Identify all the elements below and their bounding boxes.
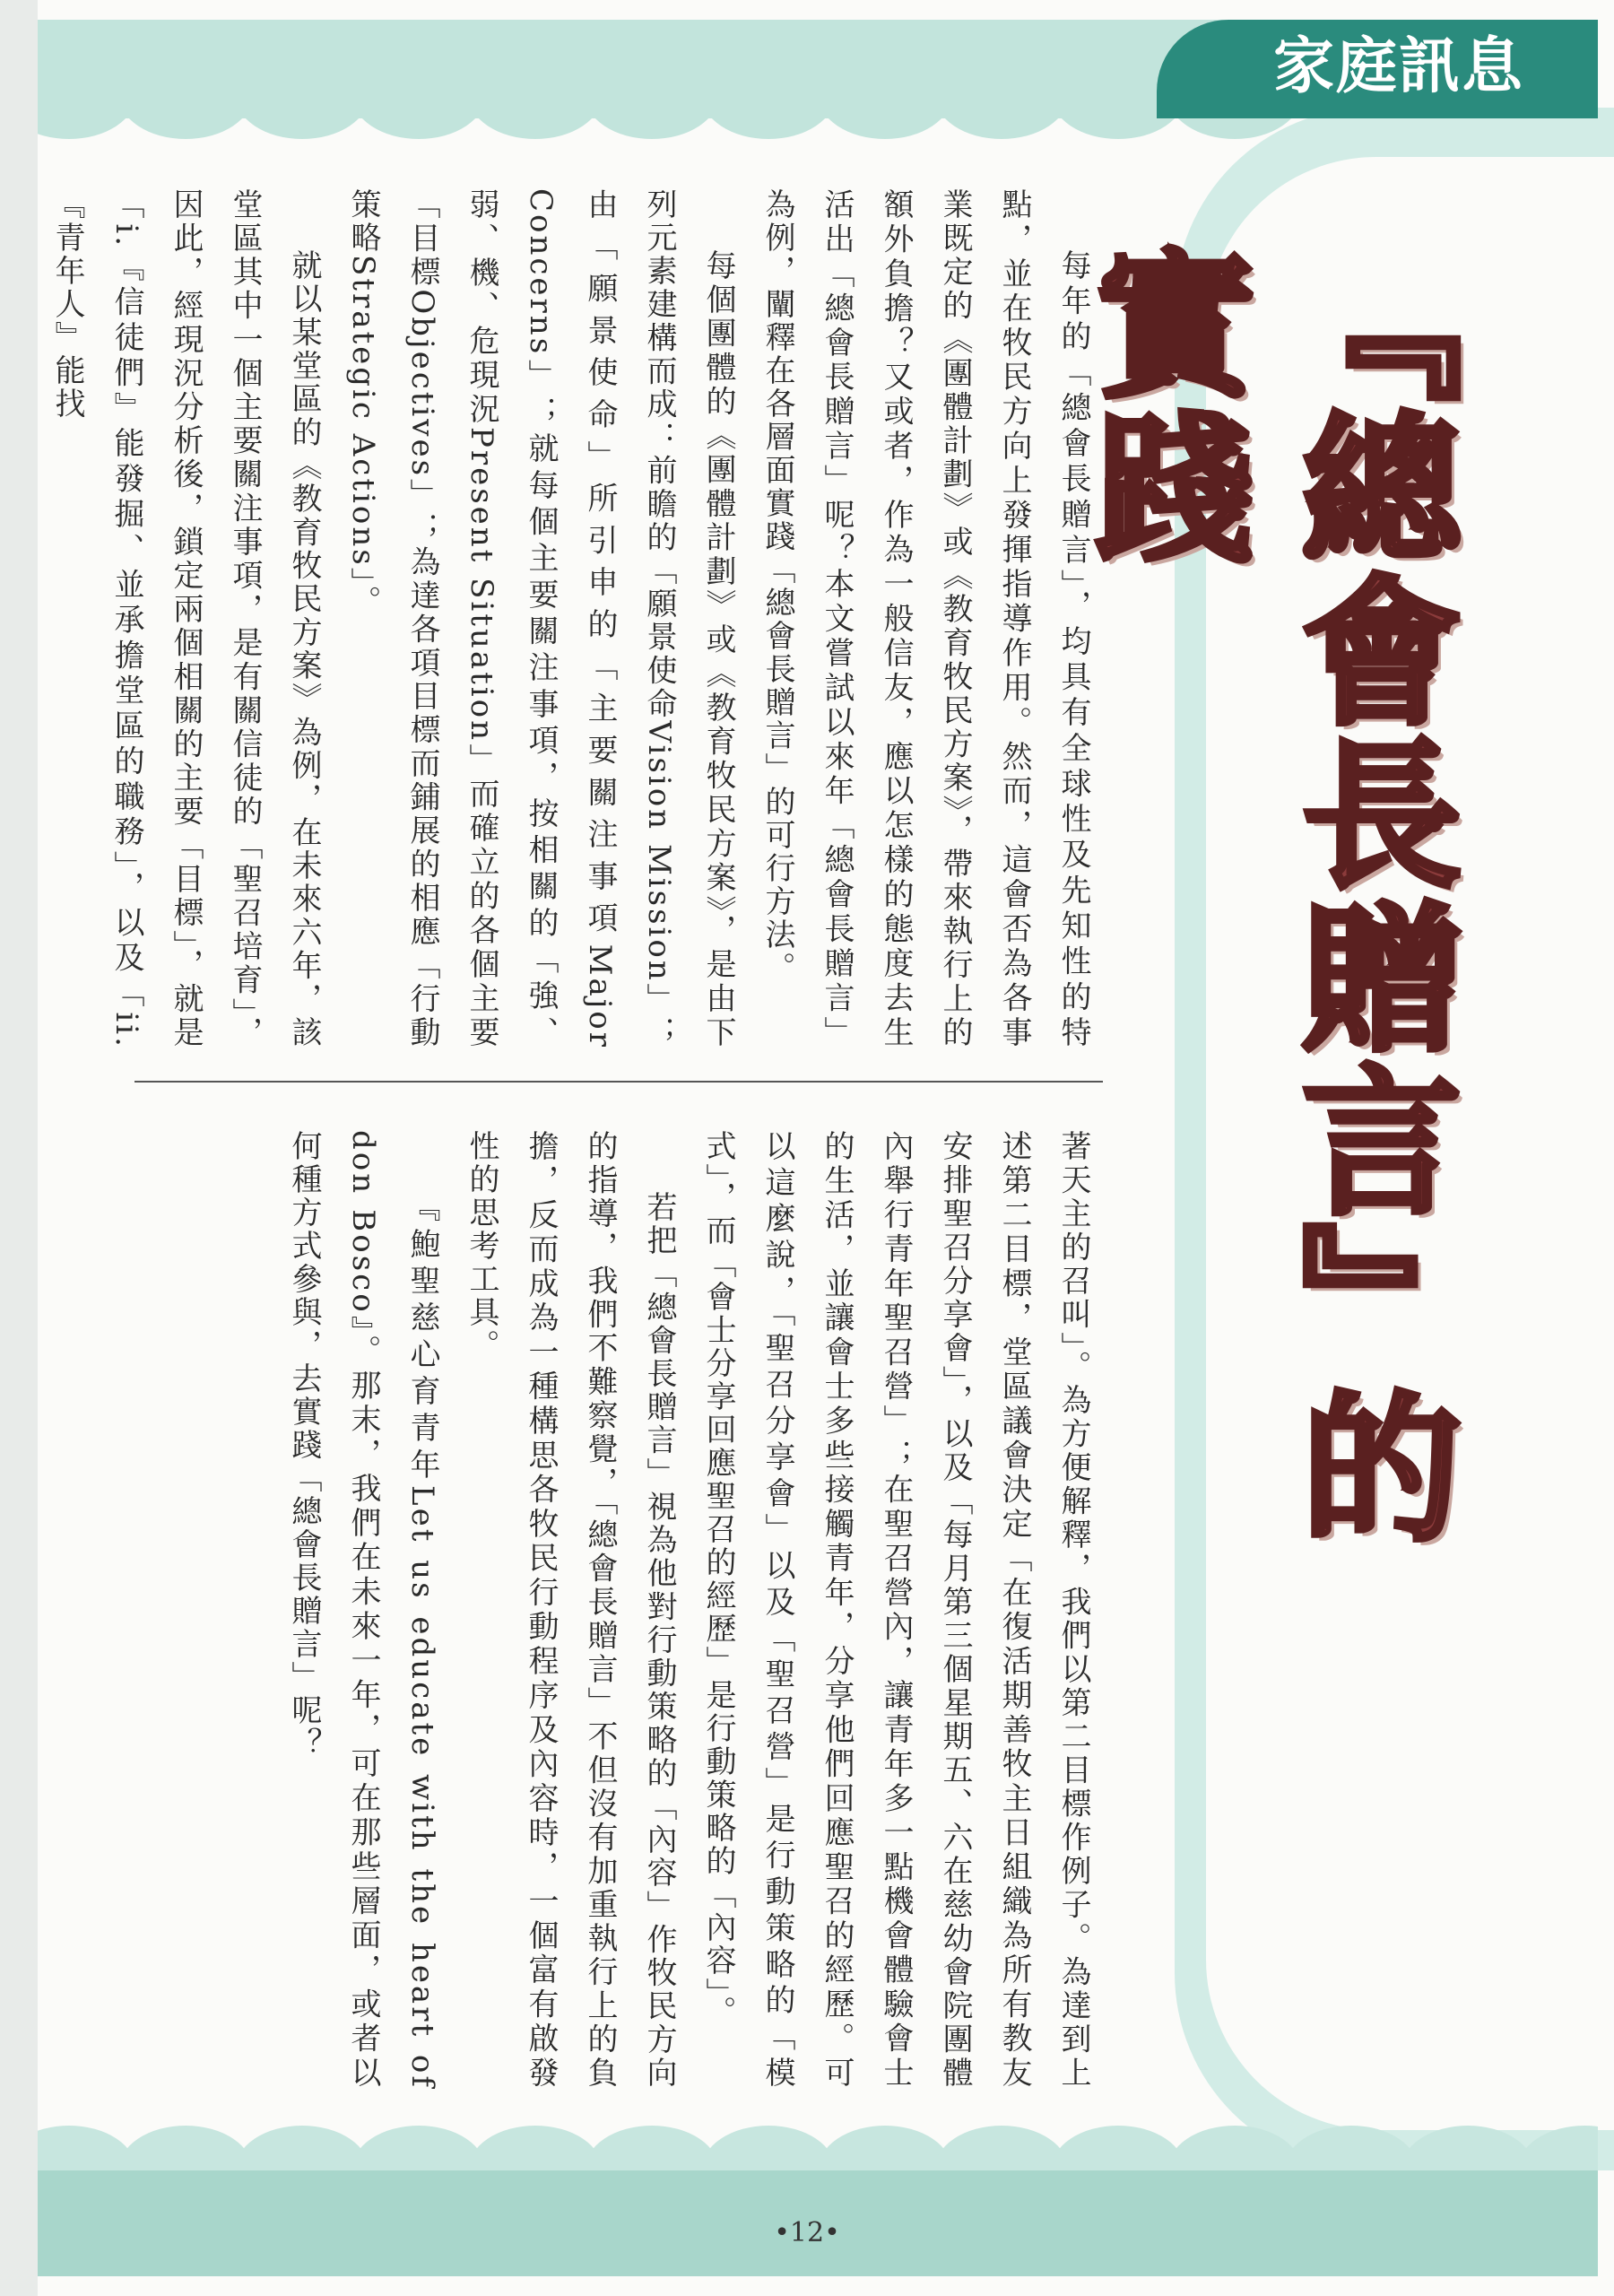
paragraph: 著天主的召叫」。為方便解釋，我們以第二目標作例子。為達到上述第二目標，堂區議會決定「在復活期善牧主日組織為所有教友安排聖召分享會」，以及「每月第三個星期五、六在慈幼會院團體內舉行青年聖召營」；在聖召營內，讓青年多一點機會體驗會士的生活，並讓會士多些接觸青年，分享他們回應聖召的經歷。可以這麼說，「聖召分享會」以及「聖召營」是行動策略的「模式」，而「會士分享回應聖召的經歷」是行動策略的「內容」。 <box>700 1130 1091 2090</box>
cloud-shape <box>701 99 836 139</box>
cloud-shape <box>585 2126 719 2175</box>
section-divider <box>134 1081 1103 1083</box>
cloud-shape <box>818 2126 952 2175</box>
cloud-shape <box>468 2126 603 2175</box>
cloud-shape <box>818 99 952 139</box>
cloud-shape <box>934 2126 1069 2175</box>
cloud-shape <box>1051 2126 1185 2175</box>
paragraph: 若把「總會長贈言」視為他對行動策略的「內容」作牧民方向的指導，我們不難察覺，「總會長贈言」不但沒有加重執行上的負擔，反而成為一種構思各牧民行動程序及內容時，一個富有啟發性的思考工具。 <box>464 1130 677 2090</box>
cloud-shape <box>351 2126 486 2175</box>
section-label: 家庭訊息 <box>1272 31 1524 102</box>
cloud-shape <box>235 99 369 139</box>
cloud-shape <box>934 99 1069 139</box>
cloud-shape <box>468 99 603 139</box>
paragraph: 每年的「總會長贈言」，均具有全球性及先知性的特點，並在牧民方向上發揮指導作用。然而，這會否為各事業既定的《團體計劃》或《教育牧民方案》，帶來執行上的額外負擔？又或者，作為一般信友，應以怎樣的態度去生活出「總會長贈言」呢？本文嘗試以來年「總會長贈言」為例，闡釋在各層面實踐「總會長贈言」的可行方法。 <box>759 188 1091 1049</box>
article-title: 『總會長贈言』的實踐 <box>1069 242 1461 1548</box>
cloud-shape <box>1517 2126 1598 2175</box>
cloud-shape <box>118 2126 253 2175</box>
bottom-cloud-border <box>38 2121 1598 2175</box>
cloud-shape <box>1167 2126 1302 2175</box>
cloud-shape <box>235 2126 369 2175</box>
page-spine <box>0 0 38 2296</box>
cloud-shape <box>118 99 253 139</box>
paragraph: 『鮑聖慈心育青年Let us educate with the heart of don Bosco』。那末，我們在未來一年，可在那些層面，或者以何種方式參與，去實踐「總會長贈言」呢？ <box>286 1130 440 2090</box>
cloud-shape <box>701 2126 836 2175</box>
cloud-shape <box>585 99 719 139</box>
paragraph: 就以某堂區的《教育牧民方案》為例，在未來六年，該堂區其中一個主要關注事項，是有關信徒的「聖召培育」，因此，經現況分析後，鎖定兩個相關的主要「目標」，就是「i.『信徒們』能發掘、並承擔堂區的職務」，以及「ii.『青年人』能找 <box>49 188 322 1049</box>
page-number: •12• <box>774 2217 840 2248</box>
cloud-shape <box>1284 2126 1419 2175</box>
cloud-shape <box>351 99 486 139</box>
article-body-bottom <box>134 1130 1103 2090</box>
article-body-top <box>49 188 1103 1049</box>
cloud-shape <box>1401 2126 1535 2175</box>
paragraph: 每個團體的《團體計劃》或《教育牧民方案》，是由下列元素建構而成：前瞻的「願景使命Vision Mission」；由「願景使命」所引申的「主要關注事項Major Concerns」；就每個主要關注事項，按相關的「強、弱、機、危現況Present Situation」而確立的各個主要「目標Objectives」；為達各項目標而鋪展的相應「行動策略Strategic Actions」。 <box>345 188 736 1049</box>
